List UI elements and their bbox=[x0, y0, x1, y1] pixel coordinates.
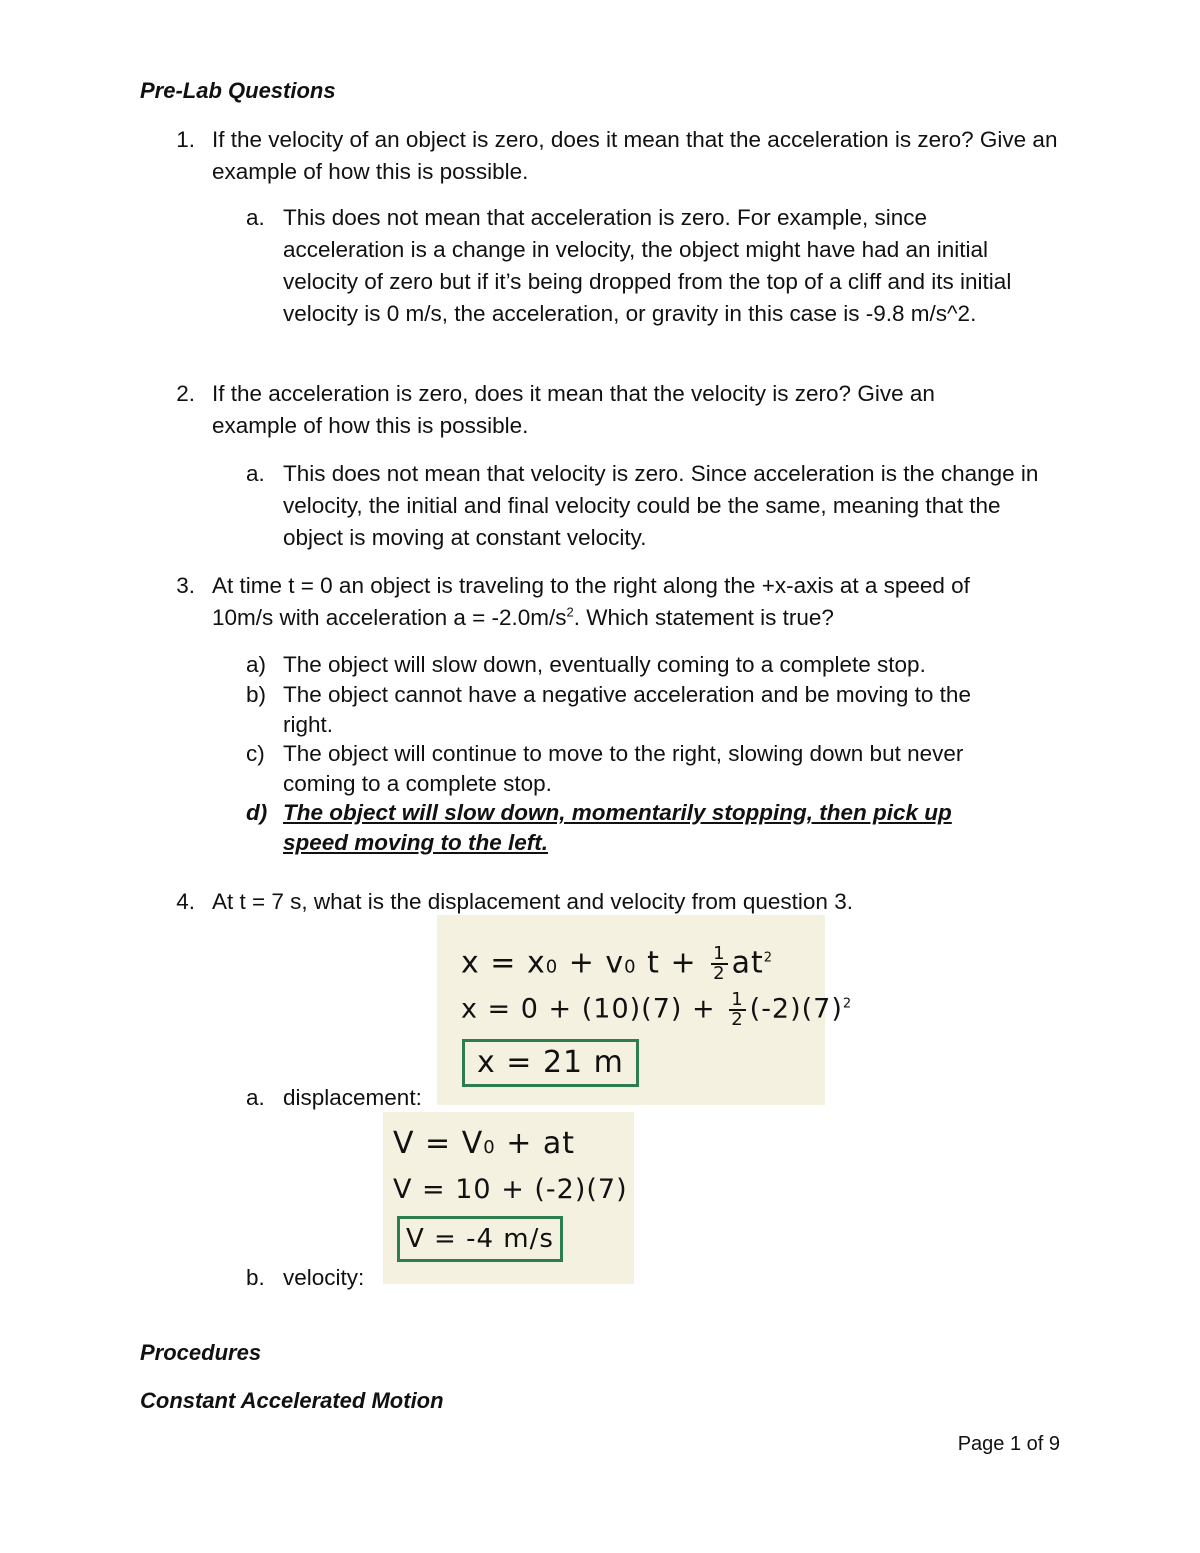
q4-text: At t = 7 s, what is the displacement and velocity from question 3. bbox=[212, 889, 853, 914]
q2-answer: This does not mean that velocity is zero. Since acceleration is the change in velocity, the initial and final velocity could be the same, meaning that the object is moving at constant velocity. bbox=[283, 461, 1039, 550]
velocity-formula: V = V0 + at bbox=[393, 1126, 576, 1161]
displacement-handwritten-note bbox=[437, 915, 853, 1105]
q1-text: If the velocity of an object is zero, does it mean that the acceleration is zero? Give an example of how this is possible. bbox=[212, 127, 1058, 184]
q3-text-main: At time t = 0 an object is traveling to the right along the +x-axis at a speed of 10m/s with acceleration a = -2.0m/s bbox=[212, 573, 970, 630]
q3-number: 3. bbox=[176, 573, 195, 598]
q1-number: 1. bbox=[176, 127, 195, 152]
q1-answer-label: a. bbox=[246, 205, 265, 230]
q4-number: 4. bbox=[176, 889, 195, 914]
velocity-result: V = -4 m/s bbox=[397, 1216, 563, 1262]
q4-velocity-text: velocity: bbox=[283, 1265, 365, 1290]
page-number: Page 1 of 9 bbox=[957, 1433, 1060, 1455]
q2-answer-label: a. bbox=[246, 461, 265, 486]
q3-option-d-label: d) bbox=[246, 800, 268, 825]
velocity-handwritten-note bbox=[383, 1112, 634, 1284]
q3-option-b-label: b) bbox=[246, 682, 267, 707]
q3-option-c: The object will continue to move to the right, slowing down but never coming to a complete stop. bbox=[283, 741, 964, 796]
q3-option-a-label: a) bbox=[246, 652, 267, 677]
fraction-one-half: $\frac{1}{2}$ bbox=[713, 943, 726, 984]
q1-answer: This does not mean that acceleration is zero. For example, since acceleration is a change in velocity, the object might have had an initial velocity of zero but if it’s being dropped from the top of a cliff and its initial velocity is 0 m/s, the acceleration, or gravity in this case is -9.8 m/s^2. bbox=[283, 205, 1012, 326]
velocity-substitution: V = 10 + (-2)(7) bbox=[393, 1174, 628, 1205]
q2-text: If the acceleration is zero, does it mean that the velocity is zero? Give an example of how this is possible. bbox=[212, 381, 935, 438]
page-title: Pre-Lab Questions bbox=[140, 78, 336, 103]
q3-option-b: The object cannot have a negative acceleration and be moving to the right. bbox=[283, 682, 971, 737]
q3-option-d-correct: The object will slow down, momentarily stopping, then pick up speed moving to the left. bbox=[283, 800, 952, 855]
displacement-formula: x = x0 + v0 t + $\frac{1}{2}$ $at^2$ bbox=[461, 943, 774, 984]
q2-number: 2. bbox=[176, 381, 195, 406]
q3-option-a: The object will slow down, eventually coming to a complete stop. bbox=[283, 652, 926, 677]
q3-text bbox=[212, 570, 1032, 634]
q4-velocity-label: b. bbox=[246, 1265, 265, 1290]
q3-option-c-label: c) bbox=[246, 741, 265, 766]
q4-displacement-label: a. bbox=[246, 1085, 265, 1110]
procedures-heading: Procedures bbox=[140, 1340, 262, 1365]
displacement-result: x = 21 m bbox=[462, 1039, 639, 1087]
subsection-heading: Constant Accelerated Motion bbox=[140, 1388, 444, 1413]
fraction-one-half-2: $\frac{1}{2}$ bbox=[731, 989, 744, 1030]
q4-displacement-text: displacement: bbox=[283, 1085, 422, 1110]
q3-text-tail: . Which statement is true? bbox=[573, 605, 834, 630]
displacement-substitution: x = 0 + (10)(7) + $\frac{1}{2}$ $(-2)(7)^2$ bbox=[461, 989, 853, 1030]
q3-exponent: 2 bbox=[566, 604, 574, 620]
